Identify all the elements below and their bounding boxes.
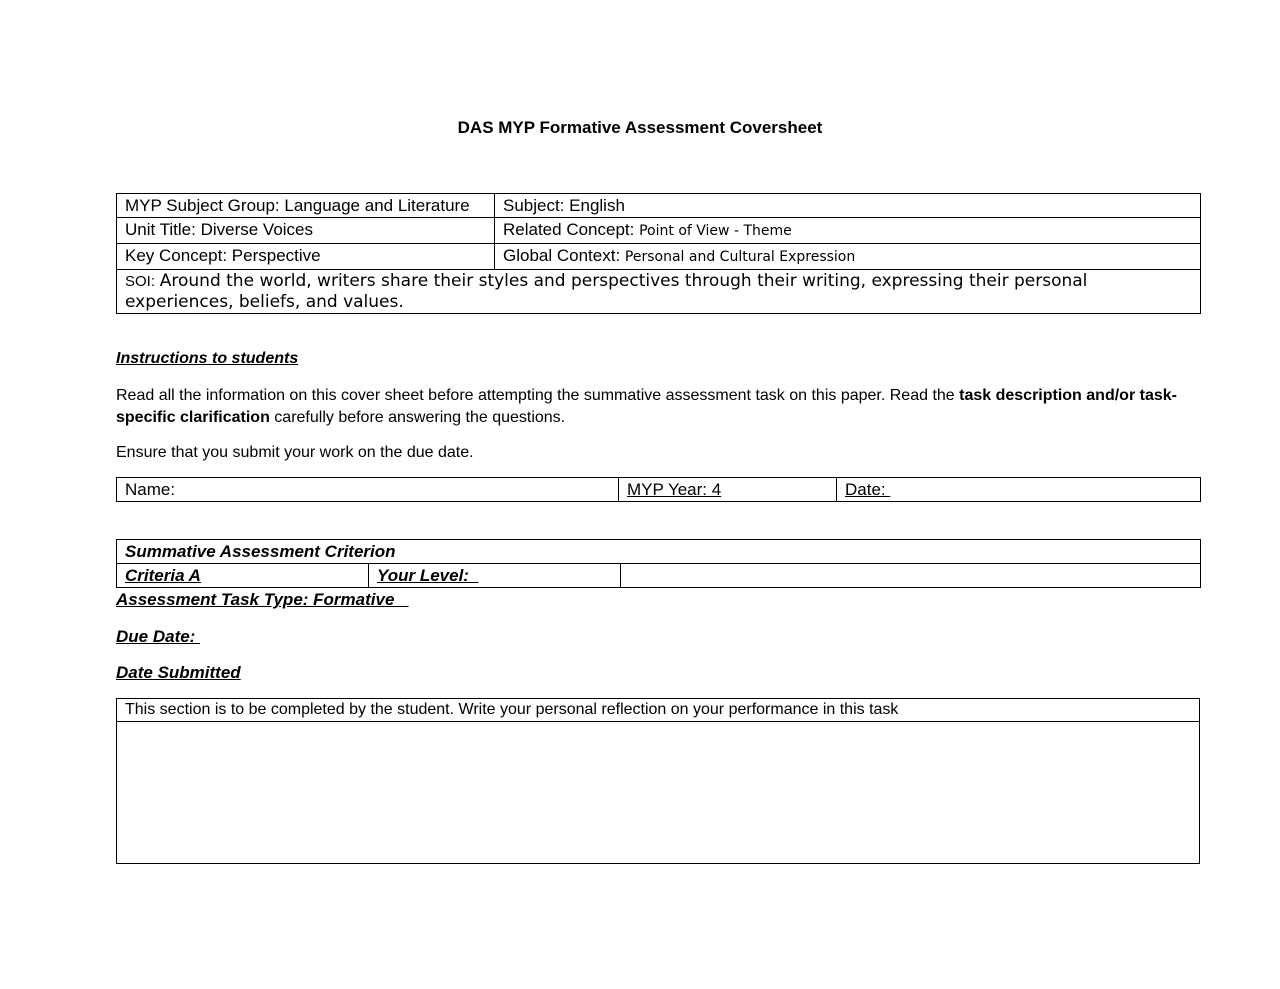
table-row — [117, 244, 1201, 270]
global-context-cell — [495, 244, 1201, 270]
criteria-cell: Criteria A — [117, 564, 369, 588]
related-concept-label: Related Concept: — [503, 220, 635, 239]
page-title: DAS MYP Formative Assessment Coversheet — [457, 118, 823, 137]
table-row — [117, 722, 1200, 864]
criterion-heading: Summative Assessment Criterion — [117, 540, 1201, 564]
myp-year-field[interactable]: MYP Year: 4 — [619, 478, 837, 502]
name-field[interactable]: Name: — [117, 478, 619, 502]
reflection-prompt: This section is to be completed by the student. Write your personal reflection on your performance in this task — [117, 699, 1200, 722]
table-row — [117, 540, 1201, 564]
instructions-heading: Instructions to students — [116, 350, 299, 367]
table-row — [117, 194, 1201, 218]
unit-title-cell: Unit Title: Diverse Voices — [117, 218, 495, 244]
subject-cell: Subject: English — [495, 194, 1201, 218]
subject-group-cell: MYP Subject Group: Language and Literature — [117, 194, 495, 218]
instructions-text-start: Read all the information on this cover sheet before attempting the summative assessment task on this paper. Read the — [116, 387, 960, 404]
soi-text: Around the world, writers share their styles and perspectives through their writing, expressing their personal experiences, beliefs, and values. — [125, 271, 1088, 312]
criterion-table — [116, 539, 1201, 588]
table-row — [117, 699, 1200, 722]
reflection-input[interactable] — [117, 722, 1200, 864]
instructions-paragraph — [116, 385, 1200, 429]
table-row — [117, 564, 1201, 588]
due-date: Due Date: — [116, 627, 201, 646]
date-submitted: Date Submitted — [116, 663, 241, 682]
instructions-text-bold: task description and/or task-specific clarification — [116, 387, 1177, 426]
related-concept-value: Point of View - Theme — [639, 223, 792, 239]
table-row — [117, 218, 1201, 244]
due-date-instruction: Ensure that you submit your work on the due date. — [116, 444, 474, 461]
related-concept-cell — [495, 218, 1201, 244]
student-table — [116, 477, 1201, 502]
task-type: Assessment Task Type: Formative — [116, 590, 409, 609]
blank-cell[interactable] — [621, 564, 1201, 588]
info-table — [116, 193, 1201, 314]
instructions-text-end: carefully before answering the questions. — [269, 409, 566, 426]
table-row — [117, 270, 1201, 314]
your-level-field[interactable]: Your Level: — [369, 564, 621, 588]
date-field[interactable]: Date: — [837, 478, 1201, 502]
key-concept-cell: Key Concept: Perspective — [117, 244, 495, 270]
global-context-value: Personal and Cultural Expression — [624, 249, 856, 265]
table-row — [117, 478, 1201, 502]
soi-cell — [117, 270, 1201, 314]
soi-label: SOI: — [125, 273, 156, 290]
global-context-label: Global Context: — [503, 246, 621, 265]
reflection-table — [116, 698, 1200, 864]
